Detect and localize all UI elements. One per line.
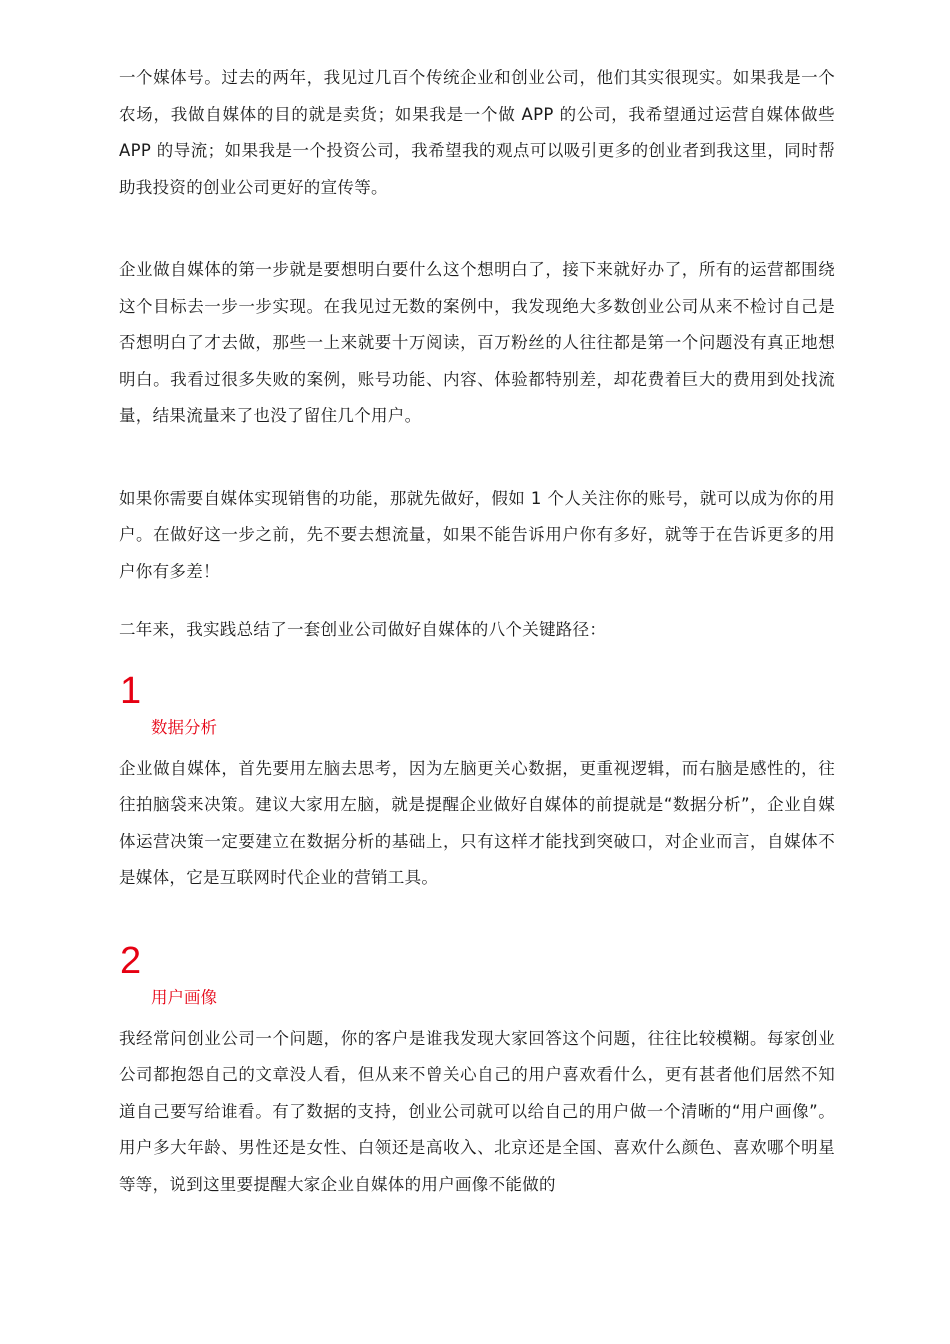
section-user-persona (119, 941, 835, 1204)
spacer (119, 590, 835, 612)
section-title: 数据分析 (151, 717, 217, 737)
section-body: 企业做自媒体，首先要用左脑去思考，因为左脑更关心数据，更重视逻辑，而右脑是感性的，往往拍脑袋来决策。建议大家用左脑，就是提醒企业做好自媒体的前提就是“数据分析”，企业自媒体运营决策一定要建立在数据分析的基础上，只有这样才能找到突破口，对企业而言，自媒体不是媒体，它是互联网时代企业的营销工具。 (119, 758, 835, 887)
paragraph-first-step: 企业做自媒体的第一步就是要想明白要什么这个想明白了，接下来就好办了，所有的运营都围绕这个目标去一步一步实现。在我见过无数的案例中，我发现绝大多数创业公司从来不检讨自己是否想明白了才去做，那些一上来就要十万阅读，百万粉丝的人往往都是第一个问题没有真正地想明白。我看过很多失败的案例，账号功能、内容、体验都特别差，却花费着巨大的费用到处找流量，结果流量来了也没了留住几个用户。 (119, 260, 835, 425)
section-number: 1 (120, 669, 142, 712)
paragraph-intro: 一个媒体号。过去的两年，我见过几百个传统企业和创业公司，他们其实很现实。如果我是一个农场，我做自媒体的目的就是卖货；如果我是一个做 APP 的公司，我希望通过运营自媒体做些 APP 的导流；如果我是一个投资公司，我希望我的观点可以吸引更多的创业者到我这里，同时帮助我投资的创业公司更好的宣传等。 (119, 68, 835, 197)
section-title: 用户画像 (151, 987, 217, 1007)
spacer (119, 206, 835, 252)
document-page (119, 60, 835, 1203)
spacer (119, 435, 835, 481)
spacer (119, 897, 835, 941)
section-number: 2 (120, 939, 142, 982)
paragraph-eight-paths: 二年来，我实践总结了一套创业公司做好自媒体的八个关键路径： (119, 620, 607, 639)
section-data-analysis (119, 671, 835, 897)
section-body: 我经常问创业公司一个问题，你的客户是谁我发现大家回答这个问题，往往比较模糊。每家创业公司都抱怨自己的文章没人看，但从来不曾关心自己的用户喜欢看什么，更有甚者他们居然不知道自己要写给谁看。有了数据的支持，创业公司就可以给自己的用户做一个清晰的“用户画像”。用户多大年龄、男性还是女性、白领还是高收入、北京还是全国、喜欢什么颜色、喜欢哪个明星等等，说到这里要提醒大家企业自媒体的用户画像不能做的 (119, 1028, 835, 1194)
paragraph-sales-function: 如果你需要自媒体实现销售的功能，那就先做好，假如 1 个人关注你的账号，就可以成为你的用户。在做好这一步之前，先不要去想流量，如果不能告诉用户你有多好，就等于在告诉更多的用户你有多差！ (119, 488, 835, 581)
spacer (119, 649, 835, 671)
